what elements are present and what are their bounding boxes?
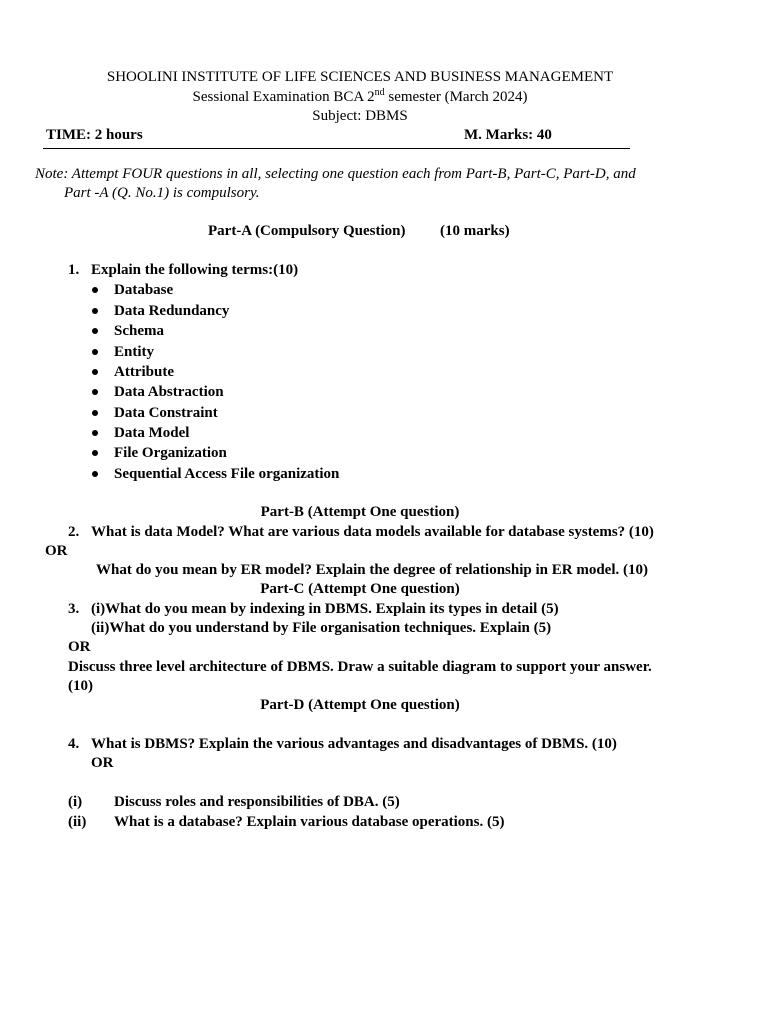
- term-item: Attribute: [114, 364, 174, 380]
- subject: Subject: DBMS: [312, 108, 408, 124]
- q4-sub-ii-text: What is a database? Explain various database operations. (5): [114, 814, 505, 830]
- term-item: Data Model: [114, 425, 190, 441]
- bullet-icon: [92, 430, 98, 436]
- note-line-2: Part -A (Q. No.1) is compulsory.: [64, 185, 260, 201]
- q1-text: Explain the following terms:(10): [91, 262, 299, 278]
- term-item: Sequential Access File organization: [114, 466, 340, 482]
- bullet-icon: [92, 471, 98, 477]
- exam-title-sup: nd: [374, 87, 385, 98]
- part-d-heading: Part-D (Attempt One question): [260, 697, 460, 713]
- exam-title-pre: Sessional Examination BCA 2: [192, 89, 375, 105]
- term-item: Data Redundancy: [114, 303, 230, 319]
- q4-number: 4.: [68, 736, 80, 752]
- exam-time: TIME: 2 hours: [46, 127, 143, 143]
- q2-number: 2.: [68, 524, 80, 540]
- term-item: File Organization: [114, 445, 227, 461]
- or-divider: OR: [68, 639, 91, 655]
- note-line-1: Note: Attempt FOUR questions in all, selecting one question each from Part-B, Part-C, Part-D, and: [35, 166, 636, 182]
- term-item: Data Abstraction: [114, 384, 224, 400]
- bullet-icon: [92, 450, 98, 456]
- max-marks: M. Marks: 40: [464, 127, 552, 143]
- exam-title-post: semester (March 2024): [384, 89, 528, 105]
- q2-text: What is data Model? What are various data models available for database systems? (10): [91, 524, 654, 540]
- q4-sub-i-number: (i): [68, 794, 83, 810]
- term-item: Schema: [114, 323, 164, 339]
- bullet-icon: [92, 369, 98, 375]
- q4-sub-i-text: Discuss roles and responsibilities of DBA. (5): [114, 794, 400, 810]
- part-b-heading: Part-B (Attempt One question): [260, 504, 460, 520]
- q3-part-ii: (ii)What do you understand by File organisation techniques. Explain (5): [91, 620, 552, 636]
- bullet-icon: [92, 328, 98, 334]
- or-divider: OR: [45, 543, 68, 559]
- term-item: Entity: [114, 344, 155, 360]
- bullet-icon: [92, 308, 98, 314]
- term-item: Database: [114, 282, 174, 298]
- part-a-heading: Part-A (Compulsory Question): [208, 223, 406, 239]
- exam-title: [0, 88, 720, 106]
- q1-number: 1.: [68, 262, 80, 278]
- institute-name: SHOOLINI INSTITUTE OF LIFE SCIENCES AND BUSINESS MANAGEMENT: [106, 69, 614, 85]
- bullet-icon: [92, 389, 98, 395]
- bullet-icon: [92, 287, 98, 293]
- q3-alternative-line-1: Discuss three level architecture of DBMS. Draw a suitable diagram to support your answer.: [68, 659, 652, 675]
- header-divider: [43, 148, 630, 149]
- q3-number: 3.: [68, 601, 80, 617]
- bullet-icon: [92, 349, 98, 355]
- q3-alternative-line-2: (10): [68, 678, 93, 694]
- q2-alternative: What do you mean by ER model? Explain the degree of relationship in ER model. (10): [96, 562, 648, 578]
- bullet-icon: [92, 410, 98, 416]
- part-c-heading: Part-C (Attempt One question): [260, 581, 460, 597]
- q4-sub-ii-number: (ii): [68, 814, 87, 830]
- q3-part-i: (i)What do you mean by indexing in DBMS. Explain its types in detail (5): [91, 601, 559, 617]
- q4-text: What is DBMS? Explain the various advantages and disadvantages of DBMS. (10): [91, 736, 617, 752]
- part-a-marks: (10 marks): [440, 223, 510, 239]
- or-divider: OR: [91, 755, 114, 771]
- term-item: Data Constraint: [114, 405, 218, 421]
